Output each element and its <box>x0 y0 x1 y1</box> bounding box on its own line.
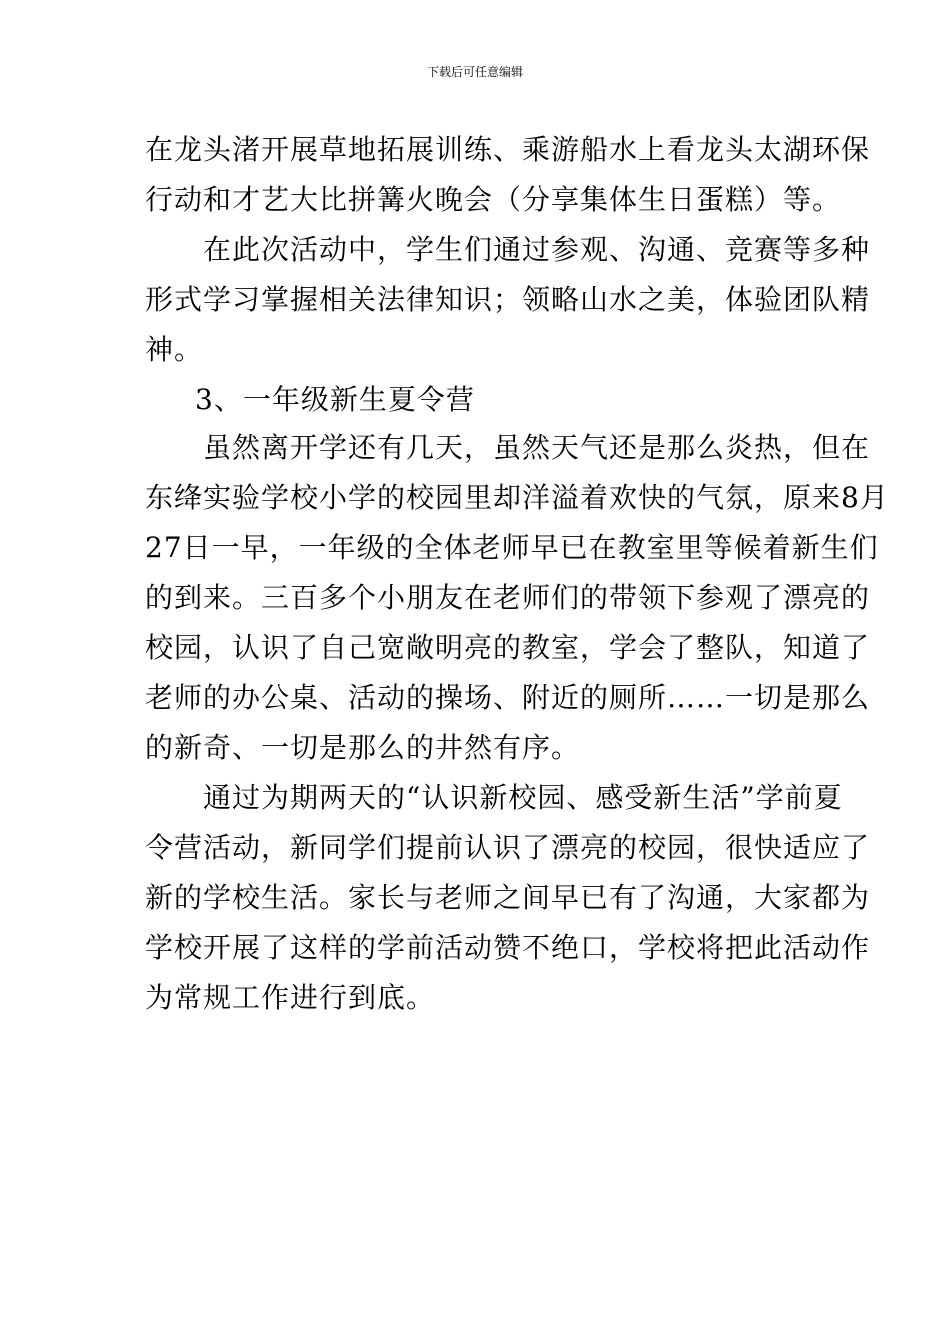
text-line: 的到来。三百多个小朋友在老师们的带领下参观了漂亮的 <box>145 581 871 614</box>
text-line: 在龙头渚开展草地拓展训练、乘游船水上看龙头太湖环保 <box>145 133 871 166</box>
text-line: 新的学校生活。家长与老师之间早已有了沟通，大家都为 <box>145 881 871 914</box>
text-line: 为常规工作进行到底。 <box>145 981 436 1014</box>
page-header: 下载后可任意编辑 <box>426 65 523 79</box>
text-line: 形式学习掌握相关法律知识；领略山水之美，体验团队精 <box>145 283 871 316</box>
text-line: 在此次活动中，学生们通过参观、沟通、竞赛等多种 <box>203 233 871 266</box>
text-line: 27日一早，一年级的全体老师早已在教室里等候着新生们 <box>145 531 879 564</box>
text-line: 东绛实验学校小学的校园里却洋溢着欢快的气氛，原来8月 <box>145 481 889 514</box>
text-line: 令营活动，新同学们提前认识了漂亮的校园，很快适应了 <box>145 831 871 864</box>
text-line: 神。 <box>145 333 204 366</box>
section-heading: 3、一年级新生夏令营 <box>195 383 475 416</box>
text-line: 学校开展了这样的学前活动赞不绝口，学校将把此活动作 <box>145 931 871 964</box>
text-line: 的新奇、一切是那么的井然有序。 <box>145 731 581 764</box>
text-line: 行动和才艺大比拼篝火晚会（分享集体生日蛋糕）等。 <box>145 183 842 216</box>
text-line: 校园，认识了自己宽敞明亮的教室，学会了整队，知道了 <box>145 631 871 664</box>
text-line: 通过为期两天的“认识新校园、感受新生活”学前夏 <box>203 781 843 814</box>
text-line: 虽然离开学还有几天，虽然天气还是那么炎热，但在 <box>203 431 871 464</box>
text-line: 老师的办公桌、活动的操场、附近的厕所……一切是那么 <box>145 681 871 714</box>
